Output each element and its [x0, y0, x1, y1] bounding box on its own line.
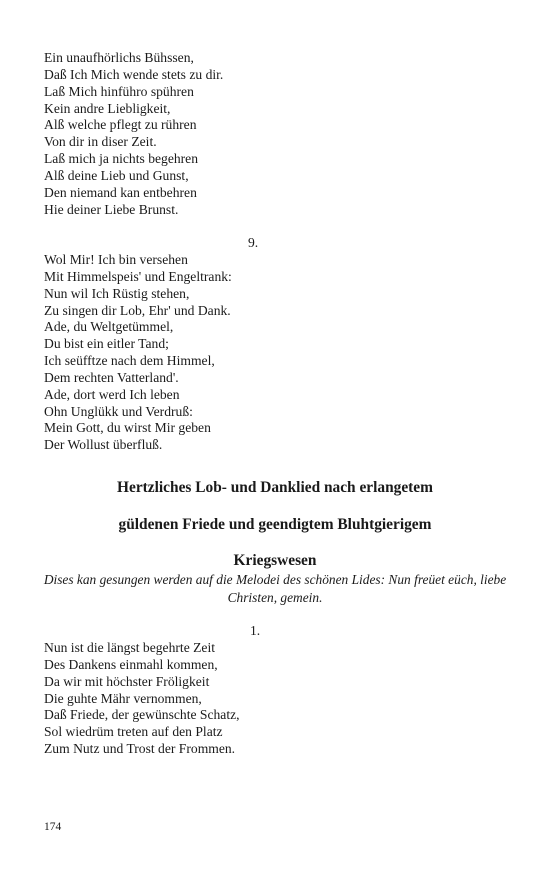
verse-line: Alß deine Lieb und Gunst, — [44, 167, 189, 183]
song-title-line: güldenen Friede und geendigtem Bluhtgierigem — [118, 515, 432, 533]
verse-line: Daß Friede, der gewünschte Schatz, — [44, 707, 240, 723]
verse-line: Der Wollust überfluß. — [44, 437, 163, 453]
verse-line: Hie deiner Liebe Brunst. — [44, 201, 179, 217]
verse-line: Zu singen dir Lob, Ehr' und Dank. — [44, 302, 231, 318]
verse-line: Von dir in diser Zeit. — [44, 134, 157, 150]
song-title-line: Hertzliches Lob- und Danklied nach erlangetem — [117, 479, 433, 496]
verse-line: Du bist ein eitler Tand; — [44, 336, 169, 352]
stanza-continued — [44, 50, 514, 218]
verse-line: Zum Nutz und Trost der Frommen. — [44, 741, 236, 757]
verse-line: Da wir mit höchster Fröligkeit — [44, 673, 210, 689]
verse-line: Laß Mich hinführo spühren — [44, 83, 194, 99]
song-title — [0, 470, 550, 580]
verse-line: Nun wil Ich Rüstig stehen, — [44, 285, 190, 301]
verse-line: Ade, dort werd Ich leben — [44, 386, 180, 402]
page-number: 174 — [44, 821, 62, 833]
verse-line: Ich seüfftze nach dem Himmel, — [44, 353, 215, 369]
verse-line: Dem rechten Vatterland'. — [44, 369, 179, 385]
verse-line: Ohn Unglükk und Verdruß: — [44, 403, 193, 419]
verse-line: Die guhte Mähr vernommen, — [44, 690, 202, 706]
stanza-1 — [44, 640, 514, 758]
verse-line: Mein Gott, du wirst Mir geben — [44, 420, 211, 436]
verse-line: Mit Himmelspeis' und Engeltrank: — [44, 268, 232, 284]
verse-line: Laß mich ja nichts begehren — [44, 151, 199, 167]
verse-line: Ein unaufhörlichs Bühssen, — [44, 50, 194, 65]
verse-line: Wol Mir! Ich bin versehen — [44, 252, 188, 267]
stanza-number-9: 9. — [248, 235, 259, 250]
verse-line: Daß Ich Mich wende stets zu dir. — [44, 66, 224, 82]
verse-line: Alß welche pflegt zu rühren — [44, 117, 197, 133]
verse-line: Nun ist die längst begehrte Zeit — [44, 640, 216, 655]
stanza-9 — [44, 252, 514, 454]
verse-line: Ade, du Weltgetümmel, — [44, 319, 174, 335]
verse-line: Kein andre Liebligkeit, — [44, 100, 171, 116]
song-title-line: Kriegswesen — [233, 552, 317, 569]
verse-line: Den niemand kan entbehren — [44, 184, 197, 200]
verse-line: Des Dankens einmahl kommen, — [44, 656, 218, 672]
melody-note: Dises kan gesungen werden auf die Melodei des schönen Lides: Nun freüet eüch, liebe Christen, gemein. — [43, 572, 507, 605]
verse-line: Sol wiedrüm treten auf den Platz — [44, 724, 223, 740]
stanza-number-1: 1. — [250, 623, 261, 638]
